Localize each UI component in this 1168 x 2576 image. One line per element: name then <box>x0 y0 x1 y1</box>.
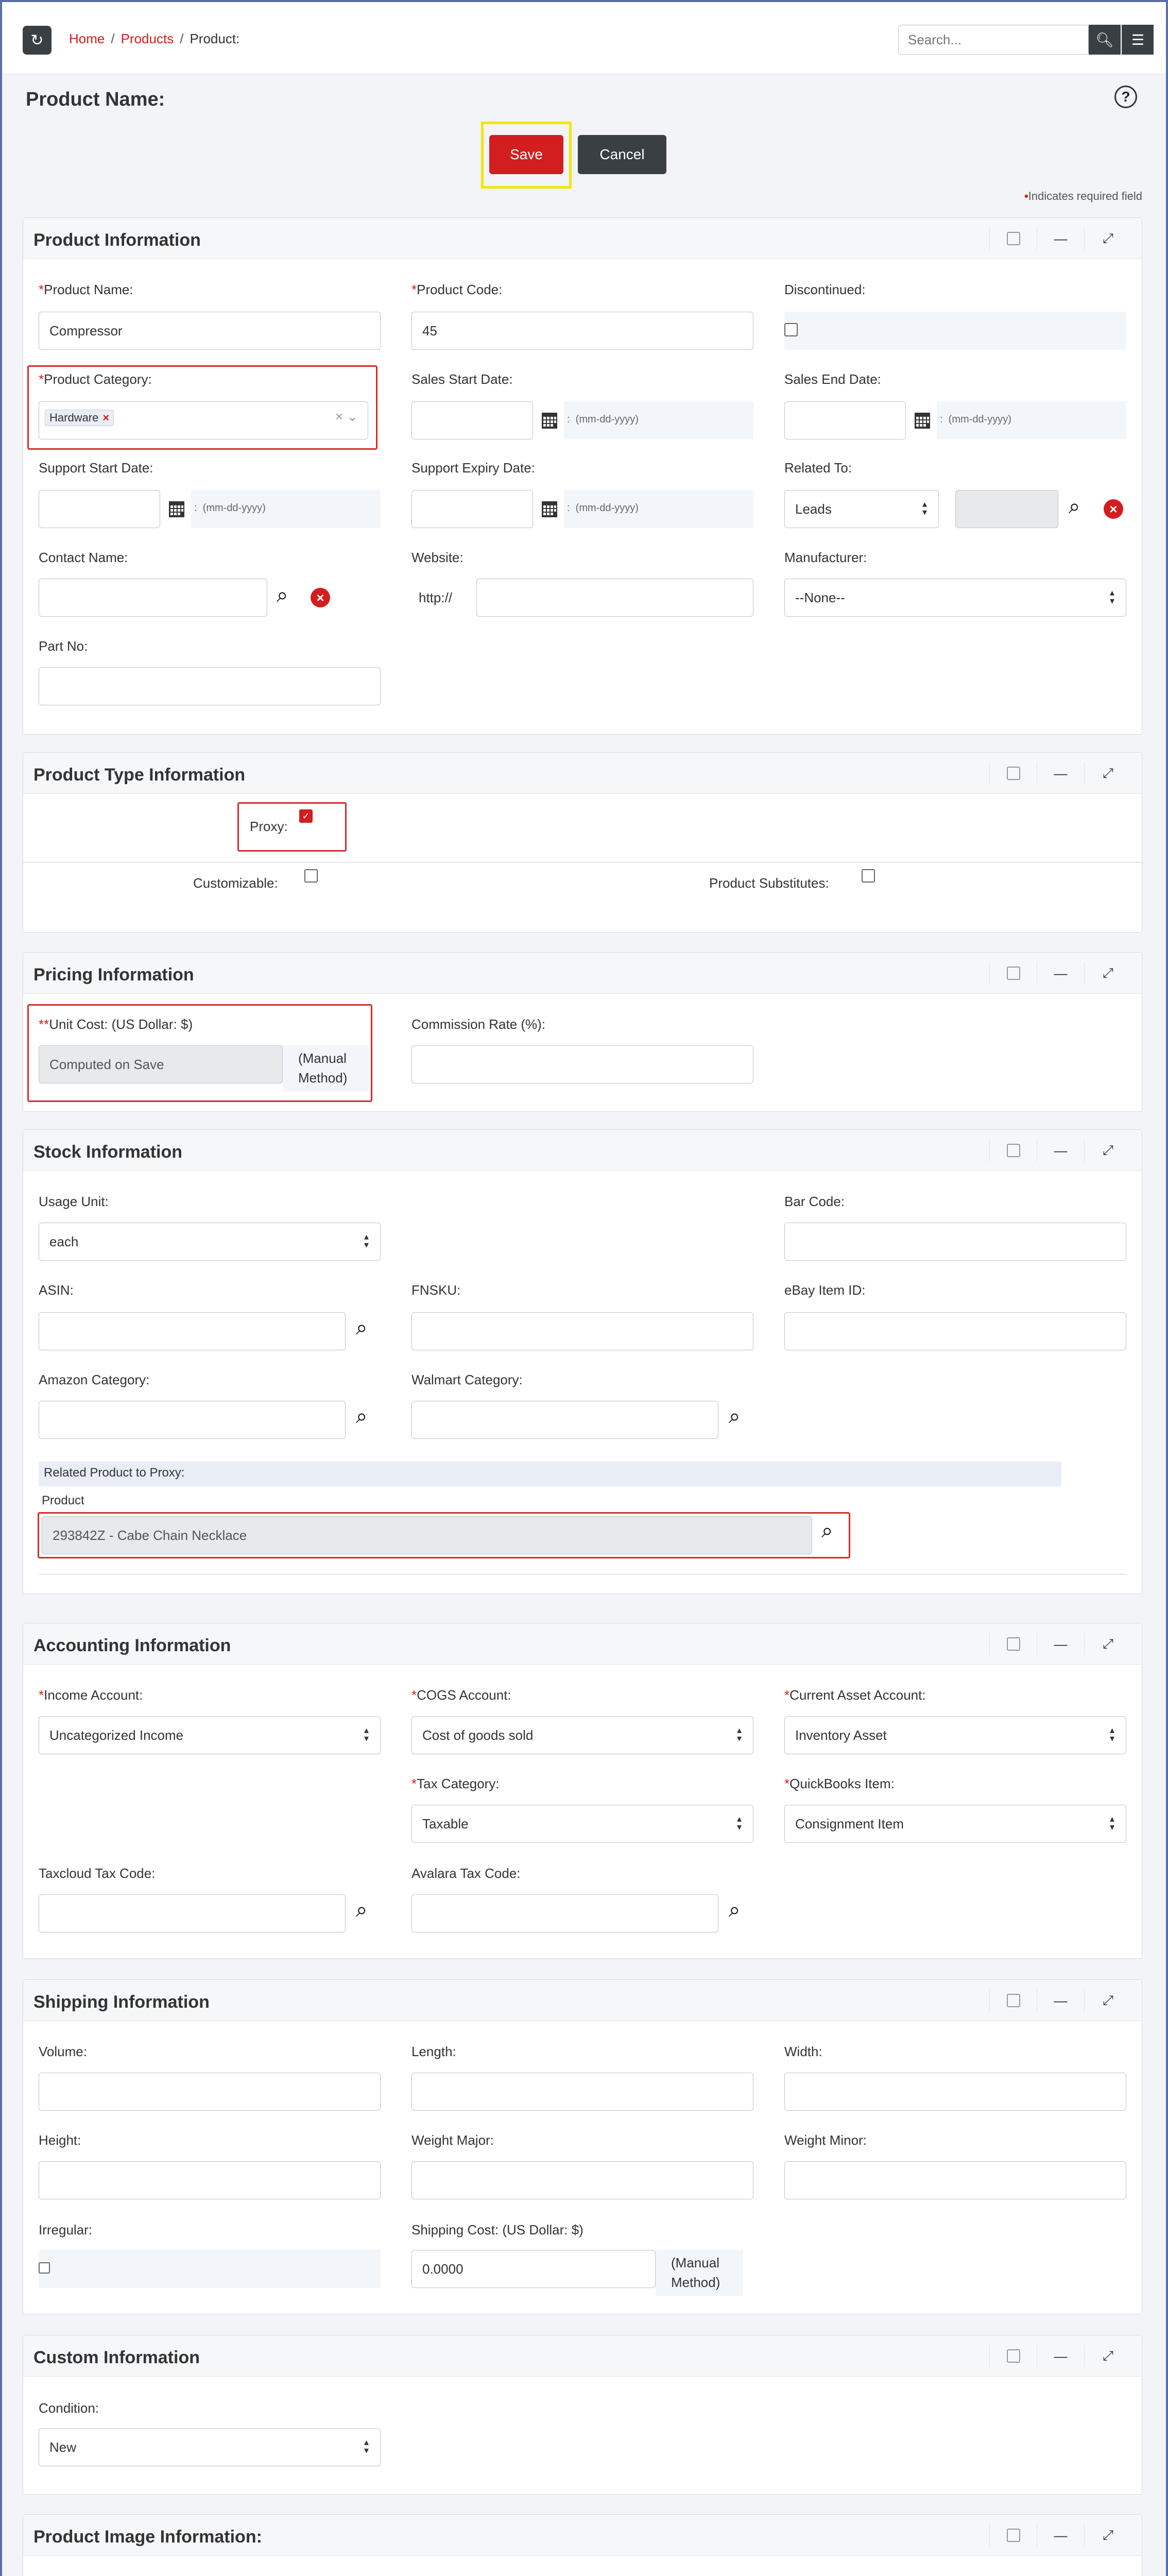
website-input[interactable] <box>476 579 753 617</box>
volume-input[interactable] <box>39 2073 381 2111</box>
section-title: Custom Information <box>33 2348 200 2367</box>
category-tag: Hardware × <box>45 410 114 426</box>
top-bar <box>2 2 1166 74</box>
collapse-icon[interactable]: — <box>1037 962 1084 985</box>
sales-end-label: Sales End Date: <box>784 371 881 387</box>
contact-name-label: Contact Name: <box>39 550 128 565</box>
weight-minor-label: Weight Minor: <box>784 2132 867 2148</box>
required-note: •Indicates required field <box>1024 190 1142 202</box>
clear-icon[interactable]: × <box>1104 499 1123 519</box>
expand-icon[interactable]: ⤢ <box>1084 227 1131 250</box>
condition-select[interactable]: New ▴ ▾ <box>39 2428 381 2466</box>
collapse-icon[interactable]: — <box>1037 2345 1084 2367</box>
collapse-icon[interactable]: — <box>1037 227 1084 250</box>
method-note: (Manual Method) <box>298 1050 348 1086</box>
expand-icon[interactable]: ⤢ <box>1084 1139 1131 1162</box>
expand-icon[interactable]: ⤢ <box>1084 962 1131 985</box>
section-title: Shipping Information <box>33 1992 210 2012</box>
expand-icon[interactable]: ⤢ <box>1084 2524 1131 2547</box>
select-checkbox[interactable] <box>989 2345 1037 2367</box>
expand-icon[interactable]: ⤢ <box>1084 1633 1131 1655</box>
select-checkbox[interactable] <box>989 1139 1037 1162</box>
amazon-category-label: Amazon Category: <box>39 1372 150 1387</box>
page-title: Product Name: <box>26 89 165 110</box>
search-icon[interactable]: ⌕ <box>277 584 288 606</box>
amazon-category-input[interactable] <box>39 1401 346 1439</box>
walmart-category-label: Walmart Category: <box>411 1372 523 1387</box>
quickbooks-item-label: *QuickBooks Item: <box>784 1776 895 1791</box>
width-input[interactable] <box>784 2073 1126 2111</box>
manufacturer-label: Manufacturer: <box>784 550 867 565</box>
commission-label: Commission Rate (%): <box>411 1016 546 1032</box>
cogs-account-label: *COGS Account: <box>411 1687 511 1703</box>
section-title: Product Type Information <box>33 765 246 785</box>
height-input[interactable] <box>39 2161 381 2199</box>
product-type-panel <box>23 752 1142 933</box>
product-label: Product <box>42 1494 84 1507</box>
weight-minor-input[interactable] <box>784 2161 1126 2199</box>
expand-icon[interactable]: ⤢ <box>1084 1989 1131 2012</box>
search-icon[interactable]: ⌕ <box>729 1405 741 1428</box>
asset-account-select[interactable]: Inventory Asset ▴ ▾ <box>784 1716 1126 1754</box>
select-checkbox[interactable] <box>989 1989 1037 2012</box>
support-expiry-input[interactable] <box>411 490 533 528</box>
search-icon[interactable]: ⌕ <box>356 1405 368 1428</box>
usage-unit-select[interactable]: each ▴ ▾ <box>39 1223 381 1261</box>
product-image-panel <box>23 2514 1142 2576</box>
taxcloud-label: Taxcloud Tax Code: <box>39 1866 156 1881</box>
section-title: Product Information <box>33 230 201 250</box>
calendar-icon[interactable] <box>540 410 559 430</box>
breadcrumb-home[interactable]: Home <box>69 31 105 46</box>
refresh-icon[interactable]: ↻ <box>23 26 51 55</box>
custom-panel <box>23 2335 1142 2495</box>
taxcloud-input[interactable] <box>39 1894 346 1933</box>
date-format-hint: : (mm-dd-yyyy) <box>940 414 1011 425</box>
date-format-hint: : (mm-dd-yyyy) <box>194 502 266 514</box>
ebay-label: eBay Item ID: <box>784 1282 866 1298</box>
support-expiry-label: Support Expiry Date: <box>411 460 535 476</box>
weight-major-label: Weight Major: <box>411 2132 494 2148</box>
fnsku-input[interactable] <box>411 1312 753 1350</box>
customizable-checkbox[interactable] <box>304 869 318 883</box>
product-code-label: *Product Code: <box>411 282 503 297</box>
product-name-input[interactable]: Compressor <box>39 312 381 350</box>
search-icon[interactable]: ⌕ <box>356 1899 368 1921</box>
clear-icon[interactable]: × ⌄ <box>335 409 358 424</box>
select-checkbox[interactable] <box>989 2524 1037 2547</box>
date-format-hint: : (mm-dd-yyyy) <box>567 414 639 425</box>
section-title: Accounting Information <box>33 1636 231 1655</box>
product-code-input[interactable]: 45 <box>411 312 753 350</box>
related-to-value <box>955 490 1058 528</box>
collapse-icon[interactable]: — <box>1037 1989 1084 2012</box>
date-format-hint: : (mm-dd-yyyy) <box>567 502 639 514</box>
related-proxy-label: Related Product to Proxy: <box>44 1466 185 1480</box>
proxy-product-input: 293842Z - Cabe Chain Necklace <box>42 1516 812 1554</box>
breadcrumb-current: Product: <box>190 31 240 46</box>
select-checkbox[interactable] <box>989 962 1037 985</box>
width-label: Width: <box>784 2044 822 2059</box>
avalara-input[interactable] <box>411 1894 718 1933</box>
cogs-account-select[interactable]: Cost of goods sold ▴ ▾ <box>411 1716 753 1754</box>
unit-cost-label: **Unit Cost: (US Dollar: $) <box>39 1016 193 1032</box>
substitutes-checkbox[interactable] <box>862 869 875 883</box>
category-label: *Product Category: <box>39 371 152 387</box>
shipping-panel <box>23 1979 1142 2314</box>
help-icon[interactable]: ? <box>1114 86 1137 108</box>
search-icon[interactable]: 🔍︎ <box>1089 25 1121 55</box>
stock-panel <box>23 1129 1142 1594</box>
volume-label: Volume: <box>39 2044 87 2059</box>
collapse-icon[interactable]: — <box>1037 762 1084 785</box>
search-icon[interactable]: ⌕ <box>821 1519 833 1542</box>
collapse-icon[interactable]: — <box>1037 1139 1084 1162</box>
length-input[interactable] <box>411 2073 753 2111</box>
breadcrumb: Home / Products / Product: <box>69 31 240 46</box>
calendar-icon[interactable] <box>167 498 186 519</box>
sales-end-input[interactable] <box>784 401 906 439</box>
support-start-label: Support Start Date: <box>39 460 153 476</box>
fnsku-label: FNSKU: <box>411 1282 461 1298</box>
section-title: Product Image Information: <box>33 2527 262 2547</box>
clear-icon[interactable]: × <box>311 588 330 607</box>
section-title: Pricing Information <box>33 965 194 985</box>
walmart-category-input[interactable] <box>411 1401 718 1439</box>
asin-input[interactable] <box>39 1312 346 1350</box>
select-checkbox[interactable] <box>989 762 1037 785</box>
method-note: (Manual Method) <box>671 2255 720 2290</box>
customizable-label: Customizable: <box>193 875 278 891</box>
proxy-checkbox[interactable]: ✓ <box>299 809 313 823</box>
usage-unit-label: Usage Unit: <box>39 1194 109 1209</box>
search-icon[interactable]: ⌕ <box>356 1316 368 1339</box>
support-start-input[interactable] <box>39 490 160 528</box>
section-title: Stock Information <box>33 1142 183 1162</box>
related-to-select[interactable]: Leads ▴ ▾ <box>784 490 939 528</box>
discontinued-checkbox[interactable] <box>784 323 798 336</box>
condition-label: Condition: <box>39 2400 99 2416</box>
search-icon[interactable]: ⌕ <box>1069 495 1080 518</box>
remove-tag-icon[interactable]: × <box>102 411 110 424</box>
asin-label: ASIN: <box>39 1282 74 1298</box>
bar-code-input[interactable] <box>784 1223 1126 1261</box>
discontinued-label: Discontinued: <box>784 282 866 297</box>
income-account-label: *Income Account: <box>39 1687 143 1703</box>
unit-cost-input: Computed on Save <box>39 1045 283 1083</box>
save-button[interactable]: Save <box>489 135 563 174</box>
income-account-select[interactable]: Uncategorized Income ▴ ▾ <box>39 1716 381 1754</box>
length-label: Length: <box>411 2044 456 2059</box>
asset-account-label: *Current Asset Account: <box>784 1687 926 1703</box>
shipping-cost-input[interactable]: 0.0000 <box>411 2250 656 2288</box>
website-label: Website: <box>411 550 463 565</box>
substitutes-label: Product Substitutes: <box>709 875 829 891</box>
sales-start-input[interactable] <box>411 401 533 439</box>
manufacturer-select[interactable]: --None-- ▴ ▾ <box>784 579 1126 617</box>
sales-start-label: Sales Start Date: <box>411 371 513 387</box>
search-input[interactable] <box>898 25 1089 55</box>
accounting-panel <box>23 1623 1142 1959</box>
hamburger-menu-icon[interactable]: ☰ <box>1122 25 1154 55</box>
collapse-icon[interactable]: — <box>1037 1633 1084 1655</box>
ebay-input[interactable] <box>784 1312 1126 1350</box>
calendar-icon[interactable] <box>913 410 932 430</box>
avalara-label: Avalara Tax Code: <box>411 1866 521 1881</box>
bar-code-label: Bar Code: <box>784 1194 845 1209</box>
height-label: Height: <box>39 2132 81 2148</box>
pricing-panel <box>23 952 1142 1112</box>
select-checkbox[interactable] <box>989 1633 1037 1655</box>
product-information-panel <box>23 217 1142 735</box>
weight-major-input[interactable] <box>411 2161 753 2199</box>
tax-category-label: *Tax Category: <box>411 1776 500 1791</box>
collapse-icon[interactable]: — <box>1037 2524 1084 2547</box>
product-name-label: *Product Name: <box>39 282 133 297</box>
cancel-button[interactable]: Cancel <box>578 135 666 174</box>
proxy-label: Proxy: <box>250 819 288 834</box>
related-to-label: Related To: <box>784 460 852 476</box>
irregular-checkbox[interactable] <box>39 2262 50 2274</box>
calendar-icon[interactable] <box>540 498 559 519</box>
part-no-label: Part No: <box>39 638 88 654</box>
expand-icon[interactable]: ⤢ <box>1084 2345 1131 2367</box>
shipping-cost-label: Shipping Cost: (US Dollar: $) <box>411 2222 583 2238</box>
quickbooks-item-select[interactable]: Consignment Item ▴ ▾ <box>784 1805 1126 1843</box>
tax-category-select[interactable]: Taxable ▴ ▾ <box>411 1805 753 1843</box>
website-prefix: http:// <box>419 590 453 605</box>
contact-name-input[interactable] <box>39 579 267 617</box>
breadcrumb-products[interactable]: Products <box>121 31 174 46</box>
commission-input[interactable] <box>411 1045 753 1083</box>
search-icon[interactable]: ⌕ <box>729 1899 741 1921</box>
irregular-label: Irregular: <box>39 2222 93 2238</box>
expand-icon[interactable]: ⤢ <box>1084 762 1131 785</box>
part-no-input[interactable] <box>39 667 381 705</box>
select-checkbox[interactable] <box>989 227 1037 250</box>
